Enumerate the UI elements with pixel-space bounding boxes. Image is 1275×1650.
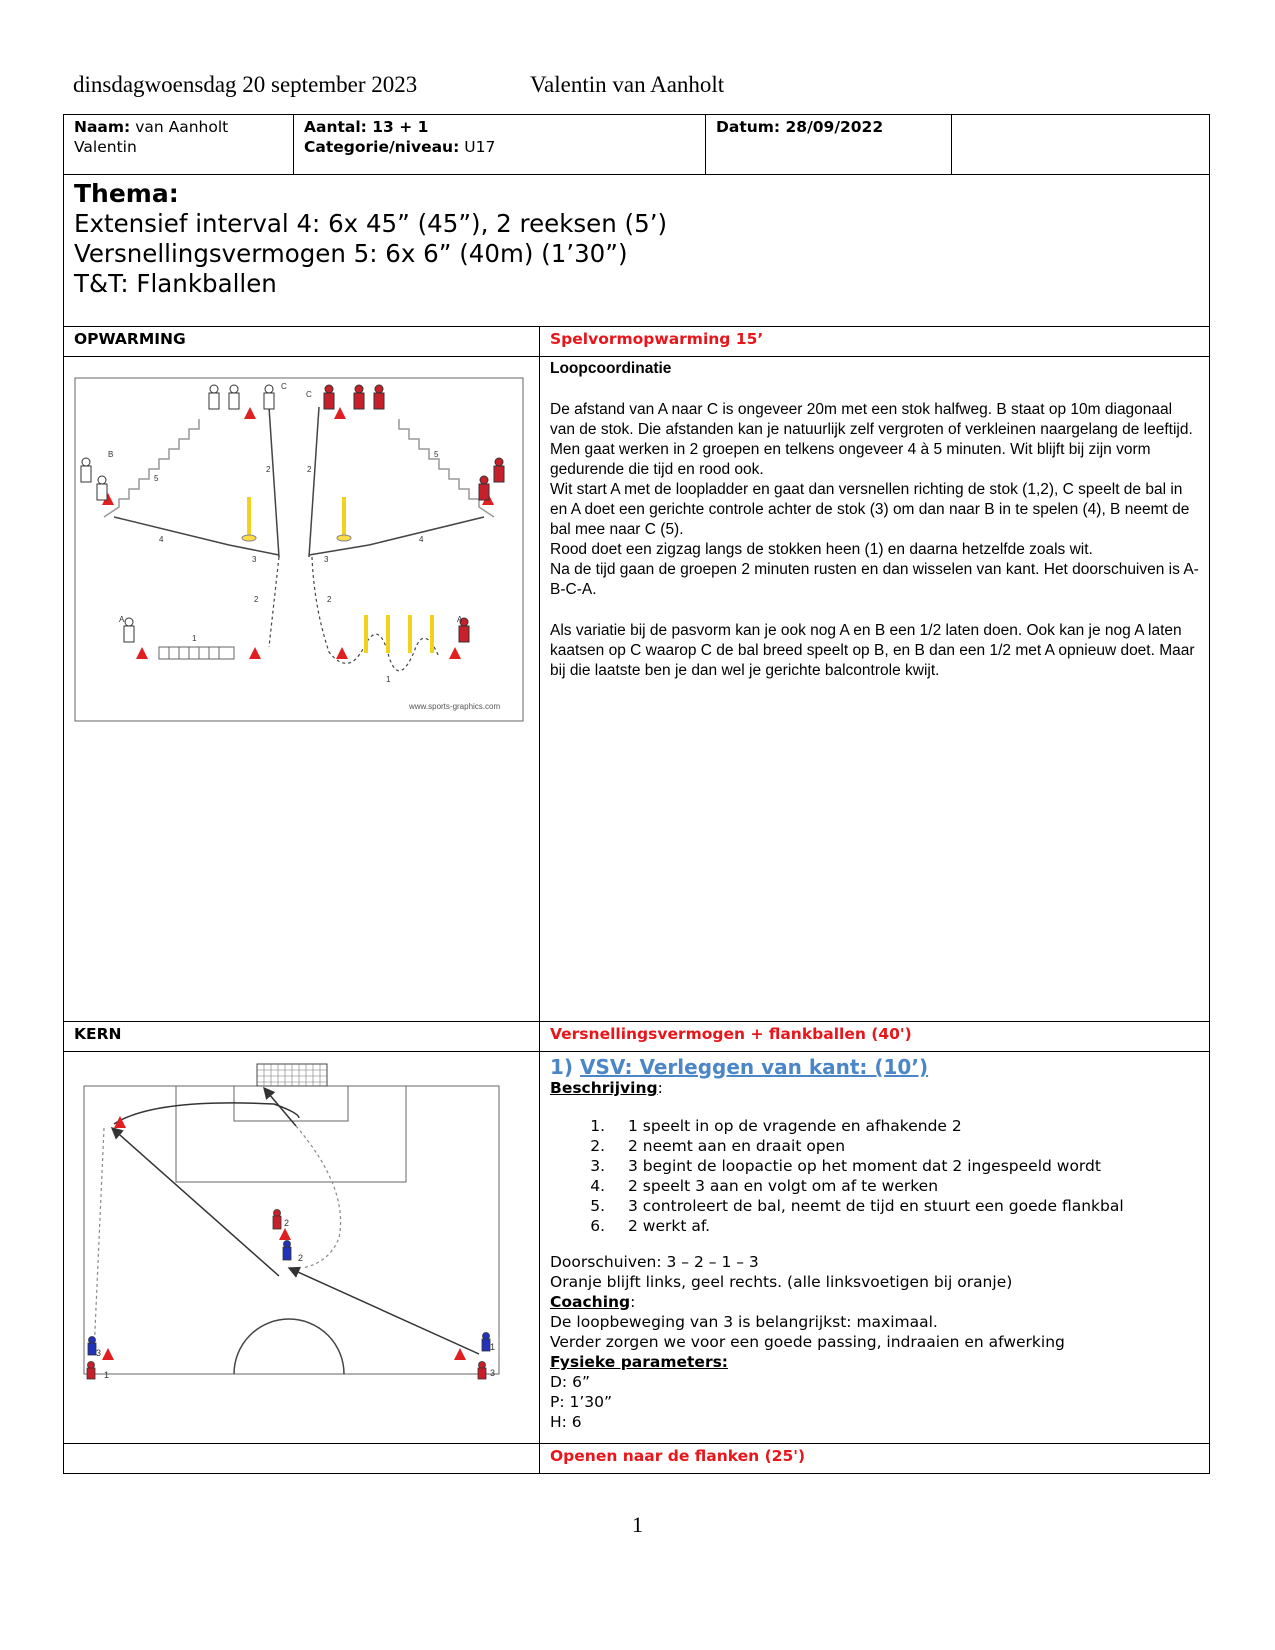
doorschuiven: Doorschuiven: 3 – 2 – 1 – 3: [550, 1253, 759, 1271]
header-author: Valentin van Aanholt: [530, 72, 725, 97]
datum-label: Datum: 28/09/2022: [716, 118, 884, 136]
opwarming-header-row: [64, 327, 1210, 357]
list-item: 3. 3 begint de loopactie op het moment dat 2 ingespeeld wordt: [610, 1156, 1199, 1176]
opwarming-paragraph: Men gaat werken in 2 groepen en telkens ongeveer 4 à 5 minuten. Wit blijft bij zijn vorm gedurende die tijd en rood ook.: [550, 441, 1151, 478]
diagram-watermark: www.sports-graphics.com: [409, 702, 501, 711]
kern-label-3-left: 3: [96, 1348, 102, 1358]
opwarming-text-cell: [540, 357, 1210, 1022]
label-1-right: 1: [386, 675, 391, 684]
openen-row: [64, 1444, 1210, 1474]
opwarming-diagram-cell: [64, 357, 540, 1022]
training-sheet-table: [63, 114, 1210, 1474]
opwarming-variation: Als variatie bij de pasvorm kan je ook nog A en B een 1/2 laten doen. Ook kan je nog A laten kaatsen op C waarop C de bal breed speelt op B, en B dan een 1/2 met A opnieuw doet. Maar bij die laatste ben je dan wel je gerichte balcontrole kwijt.: [550, 622, 1195, 679]
page-number: 1: [632, 1512, 643, 1537]
steps-list: [550, 1116, 1199, 1236]
pole-left: [247, 497, 251, 537]
exercise-number: 1): [550, 1055, 574, 1079]
info-row: [64, 115, 1210, 175]
label-c-right: C: [306, 390, 312, 399]
thema-title: Thema:: [74, 179, 179, 208]
param-line: P: 1’30”: [550, 1393, 613, 1411]
exercise-title: [550, 1056, 1199, 1078]
label-2-left: 2: [266, 465, 271, 474]
coaching-line: Verder zorgen we voor een goede passing, indraaien en afwerking: [550, 1333, 1065, 1351]
empty-info-cell: [952, 115, 1210, 175]
label-2-left-low: 2: [254, 595, 259, 604]
label-1-left: 1: [192, 634, 197, 643]
kern-label-3-right: 3: [490, 1368, 496, 1378]
opwarming-paragraph: De afstand van A naar C is ongeveer 20m met een stok halfweg. B staat op 10m diagonaal van de stok. Die afstanden kan je natuurlijk zelf vergroten of verkleinen naargelang de leeftijd.: [550, 401, 1193, 438]
categorie-label: Categorie/niveau:: [304, 138, 460, 156]
openen-title: Openen naar de flanken (25'): [540, 1444, 1210, 1474]
label-a-right: A: [457, 615, 463, 624]
openen-empty-cell: [64, 1444, 540, 1474]
label-c-left: C: [281, 382, 287, 391]
kern-title: Versnellingsvermogen + flankballen (40'): [540, 1022, 1210, 1052]
coaching-line: De loopbeweging van 3 is belangrijkst: maximaal.: [550, 1313, 938, 1331]
kern-header-row: [64, 1022, 1210, 1052]
param-line: D: 6”: [550, 1373, 590, 1391]
list-item: 2. 2 neemt aan en draait open: [610, 1136, 1199, 1156]
opwarming-subtitle: Loopcoordinatie: [550, 360, 672, 377]
fysieke-label: Fysieke parameters:: [550, 1353, 729, 1371]
pole-base-right: [337, 535, 351, 541]
thema-line: T&T: Flankballen: [74, 269, 277, 298]
label-b-left: B: [108, 450, 114, 459]
aantal-cell: [294, 115, 706, 175]
label-2-right-low: 2: [327, 595, 332, 604]
categorie-value: U17: [464, 138, 496, 156]
label-3-right: 3: [324, 555, 329, 564]
exercise-link[interactable]: VSV: Verleggen van kant: (10’): [580, 1055, 929, 1079]
naam-label: Naam:: [74, 118, 131, 136]
warmup-diagram: [74, 377, 524, 722]
list-item: 4. 2 speelt 3 aan en volgt om af te werken: [610, 1176, 1199, 1196]
list-item: 1. 1 speelt in op de vragende en afhakende 2: [610, 1116, 1199, 1136]
kern-label-1-right: 1: [490, 1342, 496, 1352]
list-item: 5. 3 controleert de bal, neemt de tijd en stuurt een goede flankbal: [610, 1196, 1199, 1216]
label-4-left: 4: [159, 535, 164, 544]
naam-cell: [64, 115, 294, 175]
thema-line: Extensief interval 4: 6x 45” (45”), 2 reeksen (5’): [74, 209, 668, 238]
kern-label-2-blue: 2: [298, 1253, 304, 1263]
opwarming-content-row: [64, 357, 1210, 1022]
opwarming-paragraph: Rood doet een zigzag langs de stokken heen (1) en daarna hetzelfde zoals wit.: [550, 541, 1093, 558]
kern-label-2-red: 2: [284, 1218, 290, 1228]
label-3-left: 3: [252, 555, 257, 564]
kern-content-row: [64, 1052, 1210, 1444]
kern-label-1-left: 1: [104, 1370, 110, 1380]
thema-row: [64, 175, 1210, 327]
pole-base-left: [242, 535, 256, 541]
kern-label: KERN: [64, 1022, 540, 1052]
opwarming-label: OPWARMING: [64, 327, 540, 357]
label-5-left: 5: [154, 474, 159, 483]
kern-diagram: [74, 1058, 519, 1398]
param-line: H: 6: [550, 1413, 582, 1431]
thema-line: Versnellingsvermogen 5: 6x 6” (40m) (1’30”): [74, 239, 628, 268]
naam-value: van Aanholt Valentin: [74, 118, 229, 156]
kern-text-cell: 1) VSV: Verleggen van kant: (10’) Beschrijving: 1. 1 speelt in op de vragende en afhakende 2 2. 2 neemt aan en draait open 3. 3 begint de loopactie op het moment dat 2 ingespeeld wordt 4. 2 speelt 3 aan en volgt om af te werken 5. 3 controleert de bal, neemt de tijd en stuurt een goede flankbal 6. 2 werkt af. Doorschuiven: 3 – 2 – 1 – 3 Oranje blijft links, geel rechts. (alle linksvoetigen bij oranje) Coaching: De loopbeweging van 3 is belangrijkst: maximaal. Verder zorgen we voor een goede passing, indraaien en afwerking Fysieke parameters: D: 6” P: 1’30” H: 6: [540, 1052, 1210, 1444]
goal-net: [257, 1064, 327, 1086]
label-5-right: 5: [434, 450, 439, 459]
coaching-label: Coaching: [550, 1293, 631, 1311]
oranje-note: Oranje blijft links, geel rechts. (alle linksvoetigen bij oranje): [550, 1273, 1013, 1291]
opwarming-title: Spelvormopwarming 15’: [540, 327, 1210, 357]
opwarming-paragraph: Wit start A met de loopladder en gaat dan versnellen richting de stok (1,2), C speelt de bal in en A doet een gerichte controle achter de stok (3) om dan naar B in te spelen (4), B neemt de bal mee naar C (5).: [550, 481, 1190, 538]
label-4-right: 4: [419, 535, 424, 544]
label-2-right: 2: [307, 465, 312, 474]
kern-diagram-cell: [64, 1052, 540, 1444]
opwarming-paragraph: Na de tijd gaan de groepen 2 minuten rusten en dan wisselen van kant. Het doorschuiven is A-B-C-A.: [550, 561, 1199, 598]
thema-cell: [64, 175, 1210, 327]
aantal-label: Aantal: 13 + 1: [304, 118, 429, 136]
page-header: [73, 72, 1203, 106]
label-a-left: A: [119, 615, 125, 624]
pole-right: [342, 497, 346, 537]
list-item: 6. 2 werkt af.: [610, 1216, 1199, 1236]
datum-cell: [706, 115, 952, 175]
header-date: dinsdagwoensdag 20 september 2023: [73, 72, 418, 97]
beschrijving-label: Beschrijving: [550, 1079, 658, 1097]
